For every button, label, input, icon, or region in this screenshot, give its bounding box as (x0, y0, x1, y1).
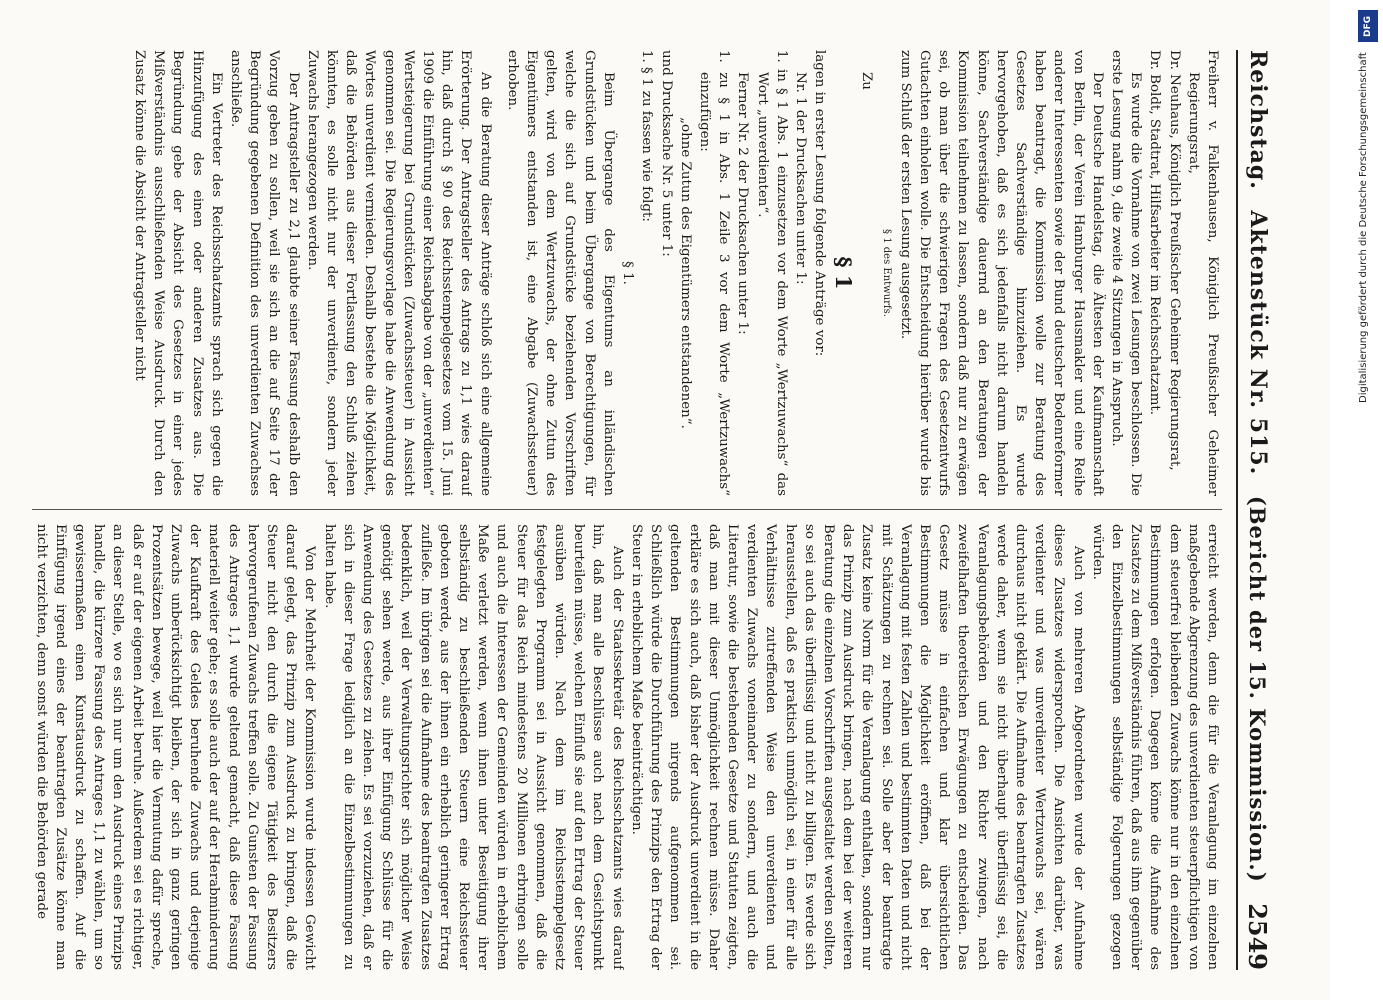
paragraph: lagen in erster Lesung folgende Anträge vor: (812, 50, 828, 357)
right-column (32, 524, 1222, 970)
motion-item: 1. zu § 1 in Abs. 1 Zeile 3 vor dem Worte „Wertzuwachs“ einzufügen: (696, 50, 732, 496)
column-divider (32, 509, 1222, 510)
section-heading: § 1 (831, 256, 857, 290)
attribution-text: Digitalisierung gefördert durch die Deutsche Forschungsgemeinschaft (1358, 52, 1369, 403)
section-sign: § 1. (620, 261, 636, 285)
header-document-number: Aktenstück Nr. 515. (1245, 210, 1271, 476)
motion-reference: Ferner Nr. 2 der Drucksachen unter 1: (735, 72, 751, 335)
left-column (32, 50, 1222, 496)
paragraph: Es wurde die Vornahme von zwei Lesungen beschlossen. Die erste Lesung nahm 9, die zweite 4 Sitzungen in Anspruch. (1108, 50, 1144, 496)
paragraph: Ein Vertreter des Reichsschatzamts sprach sich gegen die Hinzufügung des einen oder anderen Zusatzes aus. Die Begründung gebe der Absicht des Gesetzes in einer jedes Mißverständnis ausschließenden Weise Ausdruck. Durch den Zusatz könne die Absicht der Antragsteller nicht (132, 50, 224, 496)
page-number: 2549 (1243, 903, 1273, 970)
member-entry: Dr. Boldt, Stadtrat, Hilfsarbeiter im Reichsschatzamt. (1147, 50, 1163, 416)
motion-item: 1. § 1 zu fassen wie folgt: (639, 50, 655, 222)
dfg-logo: DFG (1358, 10, 1378, 42)
paragraph: Von der Mehrheit der Kommission wurde indessen Gewicht darauf gelegt, das Prinzip zum Ausdruck zu bringen, daß die Steuer nicht den durch die eigene Tätigkeit des Besitzers hervorgerufenen Zuwachs treffen solle. Zu Gunsten der Fassung des Antrages 1,1 wurde geltend gemacht, daß diese Fassung materiell weiter gehe; es solle auch der auf der Herabminderung der Kaufkraft des Geldes beruhende Zuwachs und derjenige Zuwachs unberücksichtigt bleiben, der sich in ganz geringen Prozentsätzen bewege, weil hier die Vermutung dafür spreche, daß er auf der eigenen Arbeit beruhe. Außerdem sei es richtiger, an dieser Stelle, wo es sich nur um den Ausdruck eines Prinzips handle, die kürzere Fassung des Antrages 1,1 zu wählen, um so gewissermaßen einen Kunstausdruck zu schaffen. Auf die Einfügung irgend eines der beantragten Zusätze könne man nicht verzichten, denn sonst würden die Behörden gerade (33, 524, 318, 970)
section-caption: § 1 des Entwurfs. (880, 229, 892, 317)
paragraph-zu: Zu (859, 72, 875, 90)
paragraph: Auch von mehreren Abgeordneten wurde der Aufnahme dieses Zusatzes widersprochen. Die Ansichten darüber, was verdienter und was unverdienter Wertzuwachs sei, wären durchaus nicht geklärt. Die Aufnahme des beantragten Zusatzes werde daher, wenn sie nicht überhaupt überflüssig sei, die Veranlagungsbehörden und den Richter zwingen, nach zweifelhaften theoretischen Erwägungen zu entscheiden. Das Gesetz müsse in einfachen und klar übersichtlichen Bestimmungen die Möglichkeit eröffnen, daß bei der Veranlagung mit festen Zahlen und bestimmten Daten und nicht mit Schätzungen zu rechnen sei. Solle aber der beantragte Zusatz keine Norm für die Veranlagung enthalten, sondern nur das Prinzip zum Ausdruck bringen, nach dem bei der weiteren Beratung die einzelnen Vorschriften ausgestaltet werden sollten, so sei auch das überflüssig und nicht zu billigen. Es werde sich herausstellen, daß es praktisch unmöglich sei, in einer für alle Verhältnisse zutreffenden Weise den unverdienten und verdienten Zuwachs voneinander zu sondern, und auch die Literatur, sowie die bestehenden Gesetze und Statuten zeigten, daß man mit dieser Unmöglichkeit rechnen müsse. Daher erkläre es sich auch, daß bisher der Ausdruck unverdient in die geltenden Bestimmungen nirgends aufgenommen sei. Schließlich würde die Durchführung des Prinzips den Ertrag der Steuer in erheblichem Maße beeinträchtigen. (628, 524, 1086, 970)
motion-reference: Nr. 1 der Drucksachen unter 1: (792, 72, 808, 285)
member-entry: Freiherr v. Falkenhausen, Königlich Preußischer Geheimer Regierungsrat, (1185, 50, 1220, 496)
motion-quote: „ohne Zutun des Eigentümers entstandenen“. (677, 117, 693, 429)
header-report-title: (Bericht der 15. Kommission.) (1245, 495, 1271, 883)
paragraph: erreicht werden, denn die für die Veranlagung im einzelnen maßgebende Abgrenzung des unverdienten steuerpflichtigen von dem steuerfrei bleibenden Zuwachs könne nur in den einzelnen Bestimmungen erfolgen. Dagegen könne die Aufnahme des Zusatzes zu dem Mißverständnis führen, daß aus ihm gegenüber den Einzelbestimmungen selbständige Folgerungen gezogen würden. (1089, 524, 1220, 970)
motion-reference: und Drucksache Nr. 5 unter 1: (658, 50, 674, 257)
paragraph: Auch der Staatssekretär des Reichsschatzamts wies darauf hin, daß man alle Beschlüsse auch nach dem Gesichtspunkt beurteilen müsse, welchen Einfluß sie auf den Ertrag der Steuer ausüben würden. Nach dem im Reichsstempelgesetz festgelegten Programm sei in Aussicht genommen, daß die Steuer für das Reich mindestens 20 Millionen erbringen solle und auch die Interessen der Gemeinden würden in erheblichem Maße verletzt werden, wenn ihnen unter Beseitigung ihrer selbständig zu beschließenden Steuern eine Reichssteuer geboten werde, aus der ihnen ein erheblich geringerer Ertrag zufließe. Im übrigen sei die Aufnahme des beantragten Zusatzes bedenklich, weil der Verwaltungsrichter sich möglicher Weise genötigt sehen werde, aus ihrer Einfügung Schlüsse für die Anwendung des Gesetzes zu ziehen. Es sei vorzuziehen, daß er sich in dieser Frage lediglich an die Einzelbestimmungen zu halten habe. (321, 524, 625, 970)
header-institution: Reichstag. (1245, 50, 1271, 190)
paragraph: Der Deutsche Handelstag, die Ältesten der Kaufmannschaft von Berlin, der Verein Hamburger Hausmakler und eine Reihe anderer Interessenten sowie der Bund deutscher Bodenreformer haben beantragt, die Kommission wolle zur Beratung des Gesetzes Sachverständige hinzuziehen. Es wurde hervorgehoben, daß es sich jedenfalls nicht darum handeln könne, Sachverständige dauernd an den Beratungen der Kommission teilnehmen zu lassen, sondern daß nur zu erwägen sei, ob man über die schwierigen Fragen des Gesetzentwurfs Gutachten einholen wolle. Die Entscheidung hierüber wurde bis zum Schluß der ersten Lesung ausgesetzt. (897, 50, 1105, 496)
member-entry: Dr. Neuhaus, Königlich Preußischer Geheimer Regierungsrat, (1166, 50, 1182, 471)
motion-item: 1. in § 1 Abs. 1 einzusetzen vor dem Worte „Wertzuwachs“ das Wort „unverdienten“. (754, 50, 789, 496)
paragraph: An die Beratung dieser Anträge schloß sich eine allgemeine Erörterung. Der Antragsteller des Antrags zu 1,1 wies darauf hin, daß durch § 90 des Reichsstempelgesetzes vom 15. Juni 1909 die Einführung einer Reichsabgabe von der „unverdienten“ Wertsteigerung bei Grundstücken (Zuwachssteuer) in Aussicht genommen sei. Die Regierungsvorlage habe die Anwendung des Wortes unverdient vermieden. Deshalb bestehe die Möglichkeit, daß die Behörden aus dieser Fortlassung den Schluß ziehen könnten, es solle nicht nur der unverdiente, sondern jeder Zuwachs herangezogen werden. (304, 50, 493, 496)
proposed-text: Beim Übergange des Eigentums an inländischen Grundstücken und beim Übergange von Berechtigungen, für welche die sich auf Grundstücke beziehenden Vorschriften gelten, wird von dem Wertzuwachs, der ohne Zutun des Eigentümers entstanden ist, eine Abgabe (Zuwachssteuer) erhoben. (504, 50, 616, 496)
page-header (1236, 50, 1278, 970)
paragraph: Der Antragsteller zu 2,1 glaubte seiner Fassung deshalb den Vorzug geben zu sollen, weil sie sich an die auf Seite 17 der Begründung gegebenen Definition des unverdienten Zuwachses anschließe. (228, 50, 301, 496)
digitization-attribution (1357, 8, 1379, 998)
